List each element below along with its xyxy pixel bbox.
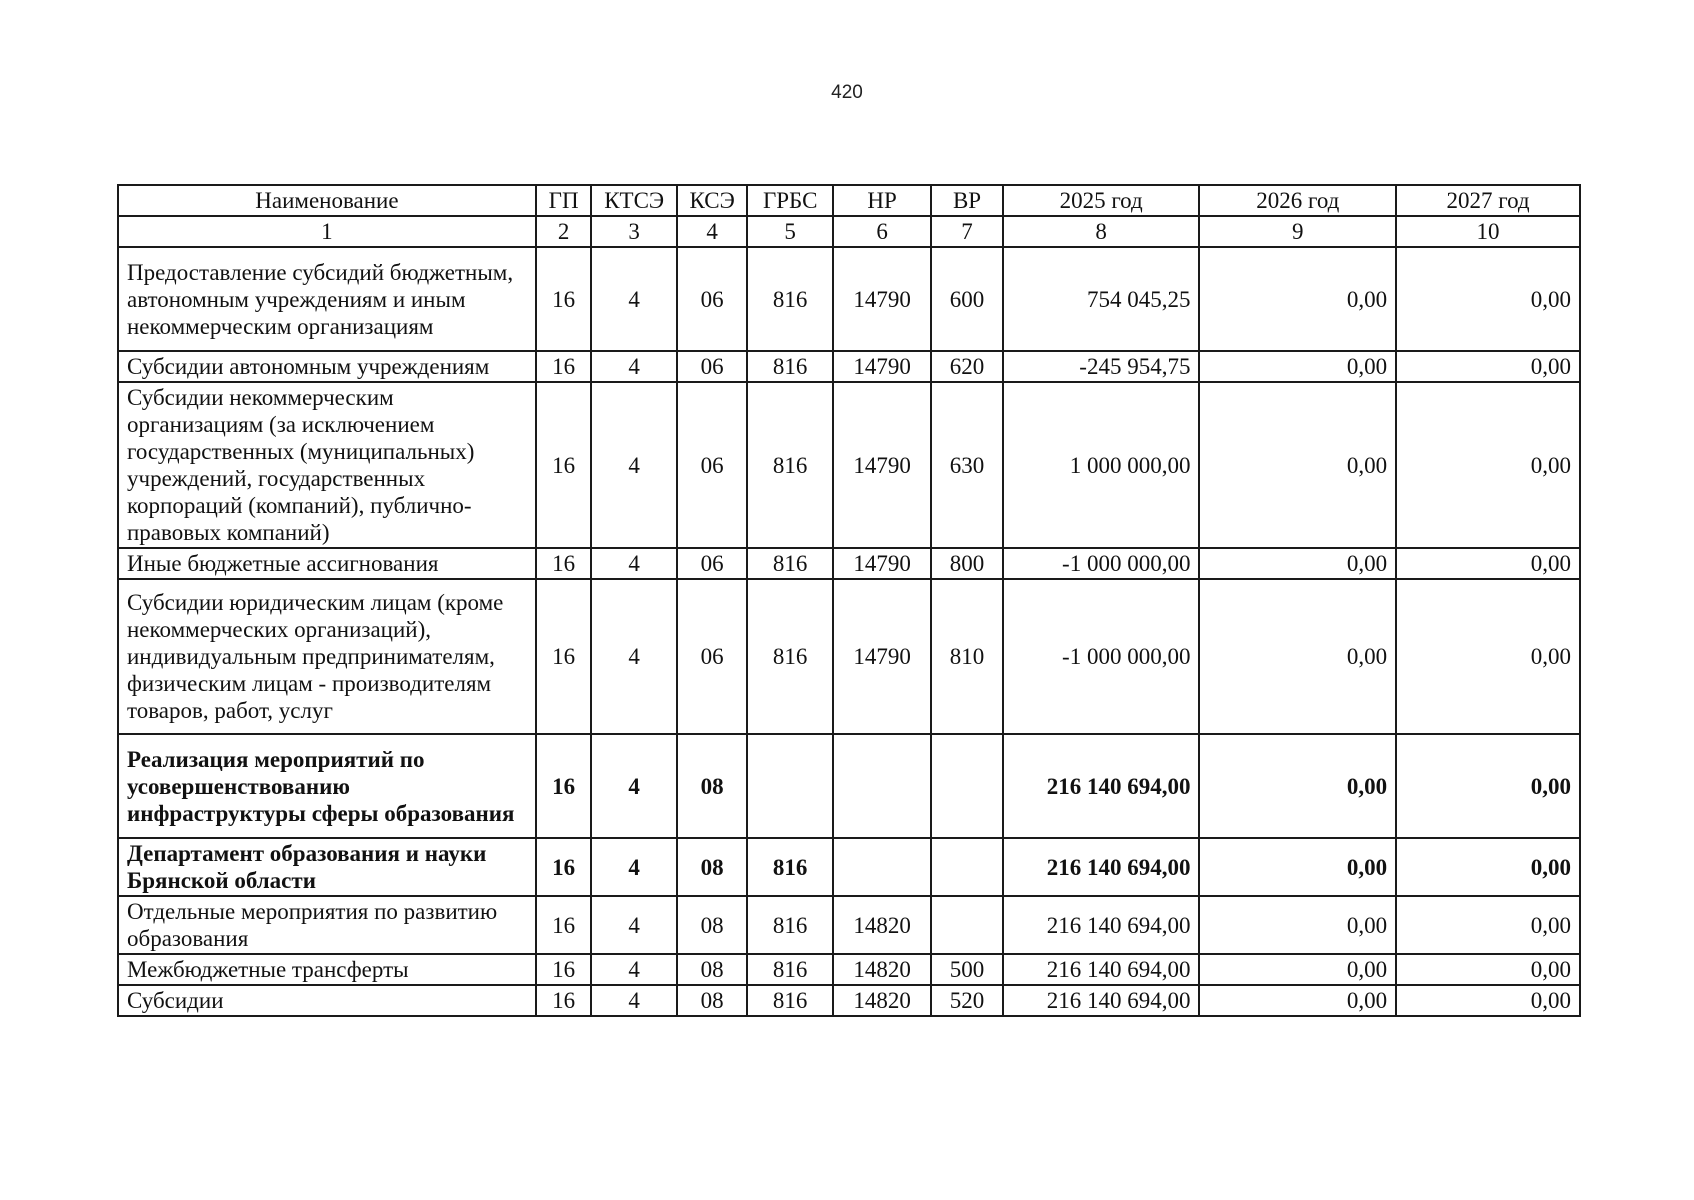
gp-cell: 16	[536, 548, 592, 579]
kse-cell: 08	[677, 838, 748, 896]
amount-2027-cell: 0,00	[1396, 247, 1580, 351]
vr-cell: 500	[931, 954, 1003, 985]
amount-2025-cell: -1 000 000,00	[1003, 579, 1200, 734]
nr-cell: 14790	[833, 351, 931, 382]
table-row	[118, 734, 1580, 838]
index-cell: 3	[591, 216, 676, 247]
header-ktse: КТСЭ	[591, 185, 676, 216]
gp-cell: 16	[536, 247, 592, 351]
ktse-cell: 4	[591, 985, 676, 1016]
table-row	[118, 896, 1580, 954]
amount-2025-cell: 216 140 694,00	[1003, 985, 1200, 1016]
amount-2026-cell: 0,00	[1199, 734, 1396, 838]
name-cell: Отдельные мероприятия по развитию образования	[118, 896, 536, 954]
amount-2026-cell: 0,00	[1199, 579, 1396, 734]
name-cell: Департамент образования и науки Брянской области	[118, 838, 536, 896]
grbs-cell: 816	[747, 954, 832, 985]
ktse-cell: 4	[591, 838, 676, 896]
page-number: 420	[831, 82, 863, 103]
index-cell: 8	[1003, 216, 1200, 247]
grbs-cell: 816	[747, 351, 832, 382]
budget-table	[117, 184, 1581, 1017]
amount-2025-cell: 216 140 694,00	[1003, 954, 1200, 985]
amount-2025-cell: 216 140 694,00	[1003, 734, 1200, 838]
grbs-cell	[747, 734, 832, 838]
gp-cell: 16	[536, 838, 592, 896]
header-kse: КСЭ	[677, 185, 748, 216]
vr-cell: 630	[931, 382, 1003, 548]
vr-cell: 600	[931, 247, 1003, 351]
gp-cell: 16	[536, 351, 592, 382]
header-2026: 2026 год	[1199, 185, 1396, 216]
name-cell: Субсидии автономным учреждениям	[118, 351, 536, 382]
name-cell: Субсидии некоммерческим организациям (за исключением государственных (муниципальных) учреждений, государственных корпораций (компаний), публично-правовых компаний)	[118, 382, 536, 548]
header-name: Наименование	[118, 185, 536, 216]
vr-cell	[931, 838, 1003, 896]
kse-cell: 06	[677, 579, 748, 734]
grbs-cell: 816	[747, 247, 832, 351]
nr-cell: 14790	[833, 382, 931, 548]
table-row	[118, 838, 1580, 896]
amount-2027-cell: 0,00	[1396, 382, 1580, 548]
gp-cell: 16	[536, 734, 592, 838]
amount-2025-cell: 216 140 694,00	[1003, 838, 1200, 896]
amount-2027-cell: 0,00	[1396, 548, 1580, 579]
ktse-cell: 4	[591, 954, 676, 985]
ktse-cell: 4	[591, 351, 676, 382]
table-row	[118, 954, 1580, 985]
vr-cell: 520	[931, 985, 1003, 1016]
vr-cell	[931, 896, 1003, 954]
grbs-cell: 816	[747, 985, 832, 1016]
table-row	[118, 548, 1580, 579]
amount-2025-cell: -1 000 000,00	[1003, 548, 1200, 579]
gp-cell: 16	[536, 985, 592, 1016]
amount-2026-cell: 0,00	[1199, 247, 1396, 351]
index-cell: 6	[833, 216, 931, 247]
gp-cell: 16	[536, 382, 592, 548]
header-vr: ВР	[931, 185, 1003, 216]
amount-2027-cell: 0,00	[1396, 985, 1580, 1016]
header-nr: НР	[833, 185, 931, 216]
vr-cell: 810	[931, 579, 1003, 734]
kse-cell: 06	[677, 548, 748, 579]
ktse-cell: 4	[591, 548, 676, 579]
index-cell: 2	[536, 216, 592, 247]
nr-cell: 14790	[833, 247, 931, 351]
gp-cell: 16	[536, 579, 592, 734]
nr-cell	[833, 838, 931, 896]
amount-2025-cell: 1 000 000,00	[1003, 382, 1200, 548]
kse-cell: 06	[677, 382, 748, 548]
amount-2027-cell: 0,00	[1396, 838, 1580, 896]
amount-2025-cell: 754 045,25	[1003, 247, 1200, 351]
kse-cell: 08	[677, 985, 748, 1016]
amount-2027-cell: 0,00	[1396, 896, 1580, 954]
kse-cell: 08	[677, 896, 748, 954]
grbs-cell: 816	[747, 896, 832, 954]
gp-cell: 16	[536, 954, 592, 985]
gp-cell: 16	[536, 896, 592, 954]
grbs-cell: 816	[747, 579, 832, 734]
name-cell: Субсидии юридическим лицам (кроме некоммерческих организаций), индивидуальным предпринимателям, физическим лицам - производителям товаров, работ, услуг	[118, 579, 536, 734]
amount-2026-cell: 0,00	[1199, 382, 1396, 548]
table-row	[118, 985, 1580, 1016]
kse-cell: 06	[677, 351, 748, 382]
grbs-cell: 816	[747, 548, 832, 579]
index-cell: 4	[677, 216, 748, 247]
nr-cell: 14820	[833, 985, 931, 1016]
vr-cell	[931, 734, 1003, 838]
ktse-cell: 4	[591, 734, 676, 838]
name-cell: Иные бюджетные ассигнования	[118, 548, 536, 579]
amount-2026-cell: 0,00	[1199, 896, 1396, 954]
amount-2027-cell: 0,00	[1396, 579, 1580, 734]
index-cell: 7	[931, 216, 1003, 247]
ktse-cell: 4	[591, 382, 676, 548]
amount-2026-cell: 0,00	[1199, 985, 1396, 1016]
grbs-cell: 816	[747, 382, 832, 548]
amount-2026-cell: 0,00	[1199, 954, 1396, 985]
name-cell: Предоставление субсидий бюджетным, автономным учреждениям и иным некоммерческим организациям	[118, 247, 536, 351]
kse-cell: 08	[677, 954, 748, 985]
amount-2027-cell: 0,00	[1396, 734, 1580, 838]
amount-2025-cell: 216 140 694,00	[1003, 896, 1200, 954]
table-row	[118, 382, 1580, 548]
nr-cell	[833, 734, 931, 838]
kse-cell: 08	[677, 734, 748, 838]
nr-cell: 14790	[833, 548, 931, 579]
ktse-cell: 4	[591, 579, 676, 734]
amount-2026-cell: 0,00	[1199, 548, 1396, 579]
vr-cell: 620	[931, 351, 1003, 382]
table-row	[118, 579, 1580, 734]
ktse-cell: 4	[591, 896, 676, 954]
index-cell: 9	[1199, 216, 1396, 247]
amount-2025-cell: -245 954,75	[1003, 351, 1200, 382]
name-cell: Межбюджетные трансферты	[118, 954, 536, 985]
kse-cell: 06	[677, 247, 748, 351]
amount-2027-cell: 0,00	[1396, 954, 1580, 985]
amount-2026-cell: 0,00	[1199, 838, 1396, 896]
name-cell: Реализация мероприятий по усовершенствованию инфраструктуры сферы образования	[118, 734, 536, 838]
index-cell: 1	[118, 216, 536, 247]
nr-cell: 14820	[833, 954, 931, 985]
header-row	[118, 185, 1580, 216]
header-2025: 2025 год	[1003, 185, 1200, 216]
ktse-cell: 4	[591, 247, 676, 351]
header-2027: 2027 год	[1396, 185, 1580, 216]
nr-cell: 14820	[833, 896, 931, 954]
vr-cell: 800	[931, 548, 1003, 579]
header-gp: ГП	[536, 185, 592, 216]
amount-2027-cell: 0,00	[1396, 351, 1580, 382]
nr-cell: 14790	[833, 579, 931, 734]
index-cell: 10	[1396, 216, 1580, 247]
name-cell: Субсидии	[118, 985, 536, 1016]
grbs-cell: 816	[747, 838, 832, 896]
table-row	[118, 351, 1580, 382]
index-cell: 5	[747, 216, 832, 247]
table-row	[118, 247, 1580, 351]
header-grbs: ГРБС	[747, 185, 832, 216]
column-index-row	[118, 216, 1580, 247]
amount-2026-cell: 0,00	[1199, 351, 1396, 382]
